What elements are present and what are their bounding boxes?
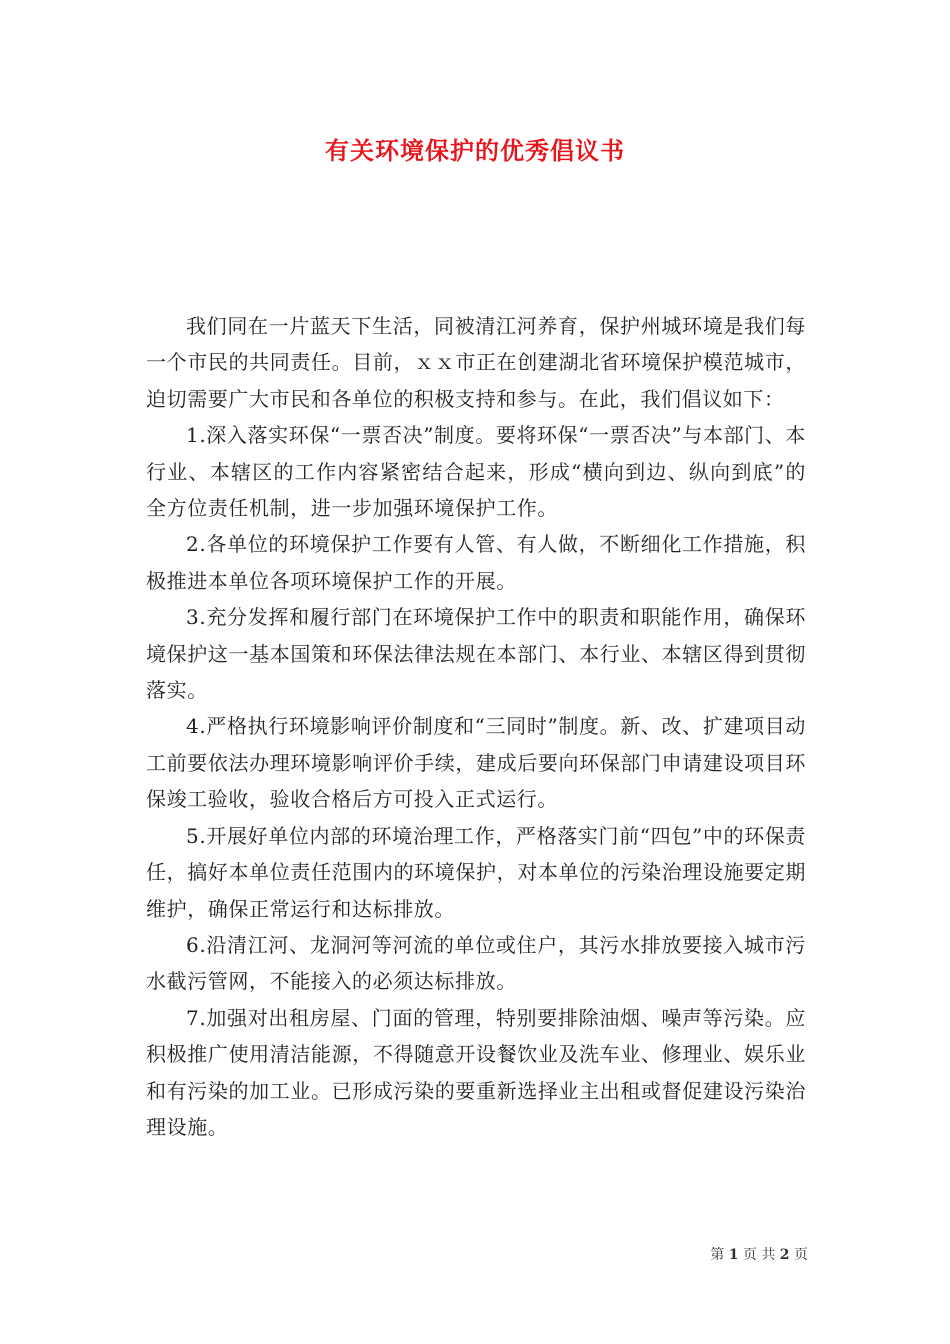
page-number-suffix: 页: [794, 1247, 808, 1263]
paragraph-item-6: 6.沿清江河、龙洞河等河流的单位或住户，其污水排放要接入城市污水截污管网，不能接入的必须达标排放。: [146, 932, 806, 994]
paragraph-item-7: 7.加强对出租房屋、门面的管理，特别要排除油烟、噪声等污染。应积极推广使用清洁能源，不得随意开设餐饮业及洗车业、修理业、娱乐业和有污染的加工业。已形成污染的要重新选择业主出租或督促建设污染治理设施。: [146, 1005, 806, 1139]
page-number-total: 2: [779, 1247, 790, 1263]
page-number-middle: 页 共: [742, 1247, 776, 1263]
page-number: [710, 1245, 808, 1265]
paragraph-intro: 我们同在一片蓝天下生活，同被清江河养育，保护州城环境是我们每一个市民的共同责任。目前，ｘｘ市正在创建湖北省环境保护模范城市，迫切需要广大市民和各单位的积极支持和参与。在此，我们倡议如下：: [146, 314, 806, 411]
document-title: 有关环境保护的优秀倡议书: [325, 136, 625, 165]
page-number-prefix: 第: [710, 1247, 725, 1263]
paragraph-item-3: 3.充分发挥和履行部门在环境保护工作中的职责和职能作用，确保环境保护这一基本国策和环保法律法规在本部门、本行业、本辖区得到贯彻落实。: [146, 605, 806, 703]
paragraph-item-4: 4.严格执行环境影响评价制度和“三同时”制度。新、改、扩建项目动工前要依法办理环境影响评价手续，建成后要向环保部门申请建设项目环保竣工验收，验收合格后方可投入正式运行。: [146, 714, 806, 812]
paragraph-item-5: 5.开展好单位内部的环境治理工作，严格落实门前“四包”中的环保责任，搞好本单位责任范围内的环境保护，对本单位的污染治理设施要定期维护，确保正常运行和达标排放。: [146, 823, 806, 921]
page-number-current: 1: [728, 1247, 739, 1263]
paragraph-item-2: 2.各单位的环境保护工作要有人管、有人做，不断细化工作措施，积极推进本单位各项环境保护工作的开展。: [146, 532, 806, 593]
paragraph-item-1: 1.深入落实环保“一票否决”制度。要将环保“一票否决”与本部门、本行业、本辖区的工作内容紧密结合起来，形成“横向到边、纵向到底”的全方位责任机制，进一步加强环境保护工作。: [146, 423, 806, 521]
document-body: [146, 308, 806, 1145]
